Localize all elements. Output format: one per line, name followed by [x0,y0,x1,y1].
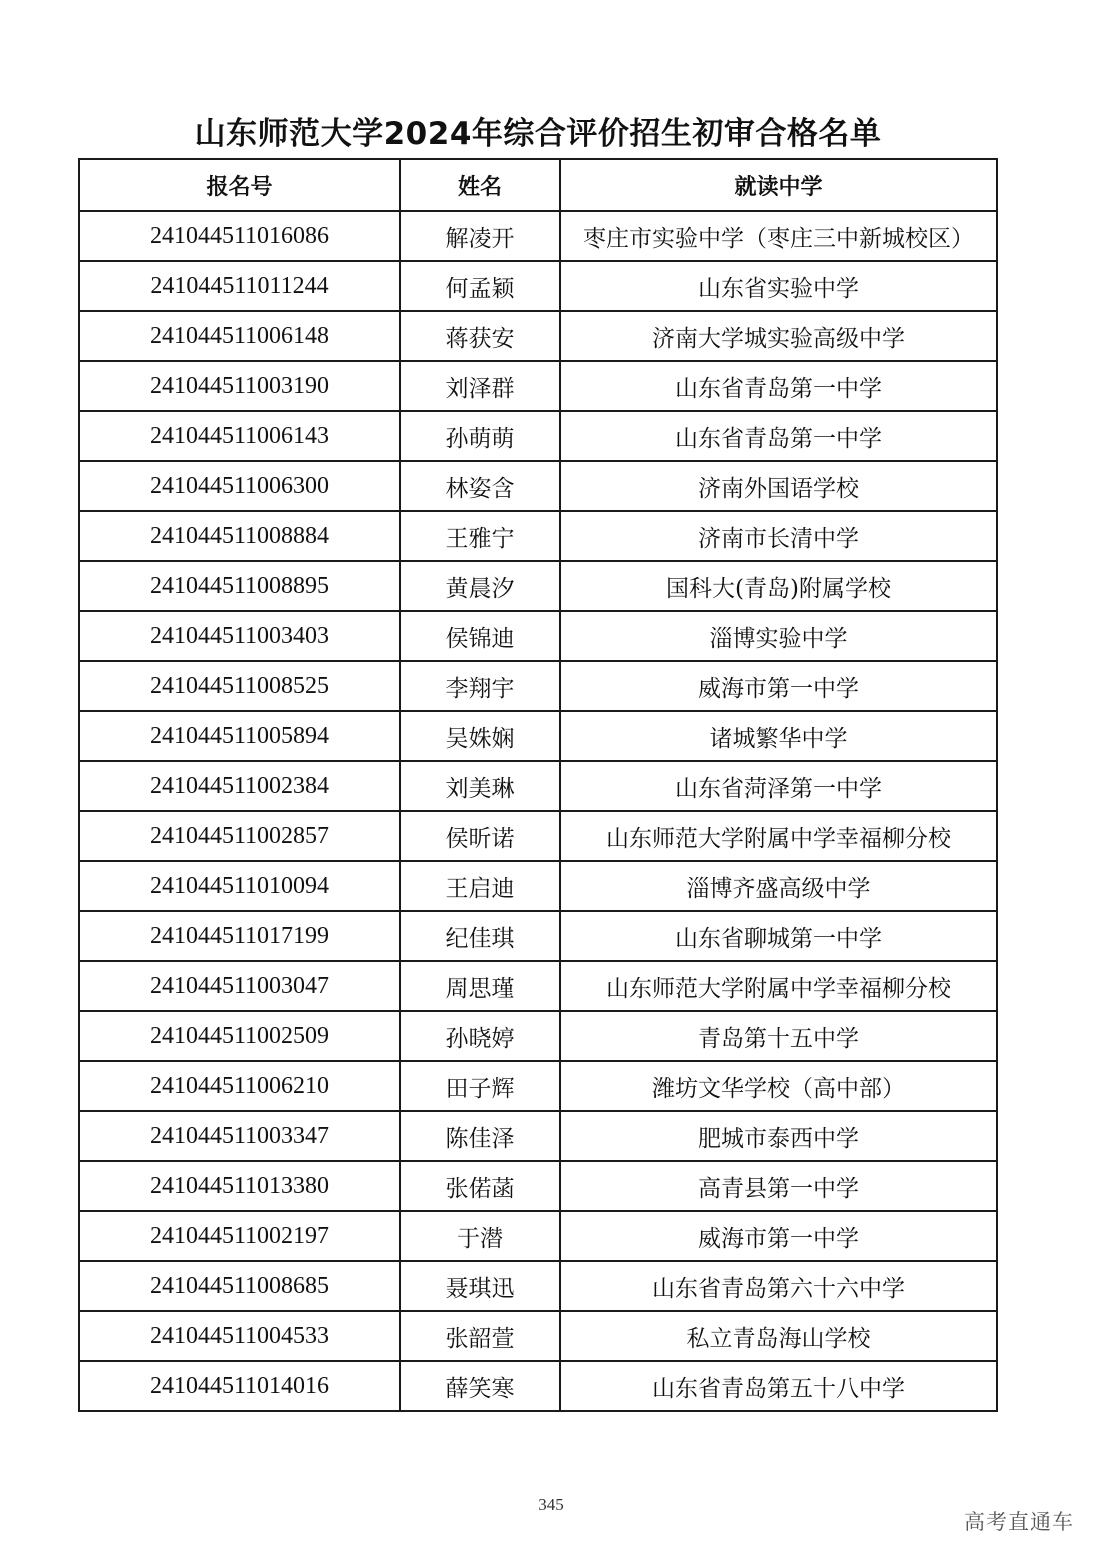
student-name-cell: 薛笑寒 [400,1361,560,1411]
table-row [79,411,997,461]
registration-number-cell: 241044511002857 [79,811,400,861]
student-name-cell: 王启迪 [400,861,560,911]
school-name-cell: 潍坊文华学校（高中部） [560,1061,997,1111]
header-registration-number: 报名号 [79,159,400,211]
school-name-cell: 山东师范大学附属中学幸福柳分校 [560,961,997,1011]
school-name-cell: 山东省青岛第一中学 [560,411,997,461]
table-row [79,661,997,711]
student-name-cell: 于潜 [400,1211,560,1261]
student-name-cell: 何孟颖 [400,261,560,311]
registration-number-cell: 241044511002509 [79,1011,400,1061]
school-name-cell: 山东省青岛第六十六中学 [560,1261,997,1311]
registration-number-cell: 241044511004533 [79,1311,400,1361]
student-name-cell: 周思瑾 [400,961,560,1011]
table-row [79,261,997,311]
registration-number-cell: 241044511016086 [79,211,400,261]
school-name-cell: 山东省实验中学 [560,261,997,311]
school-name-cell: 山东师范大学附属中学幸福柳分校 [560,811,997,861]
table-row [79,561,997,611]
student-name-cell: 孙萌萌 [400,411,560,461]
registration-number-cell: 241044511006210 [79,1061,400,1111]
school-name-cell: 山东省青岛第五十八中学 [560,1361,997,1411]
table-row [79,1261,997,1311]
table-row [79,611,997,661]
table-body [79,211,997,1411]
watermark-logo: 高考直通车 [964,1510,1074,1534]
table-row [79,1161,997,1211]
registration-number-cell: 241044511010094 [79,861,400,911]
student-name-cell: 蒋获安 [400,311,560,361]
student-name-cell: 聂琪迅 [400,1261,560,1311]
student-name-cell: 刘泽群 [400,361,560,411]
school-name-cell: 枣庄市实验中学（枣庄三中新城校区） [560,211,997,261]
registration-number-cell: 241044511014016 [79,1361,400,1411]
registration-number-cell: 241044511002197 [79,1211,400,1261]
student-name-cell: 田子辉 [400,1061,560,1111]
registration-number-cell: 241044511008685 [79,1261,400,1311]
registration-number-cell: 241044511006148 [79,311,400,361]
school-name-cell: 私立青岛海山学校 [560,1311,997,1361]
registration-number-cell: 241044511008525 [79,661,400,711]
table-row [79,761,997,811]
table-header-row [79,159,997,211]
student-name-cell: 王雅宁 [400,511,560,561]
registration-number-cell: 241044511003047 [79,961,400,1011]
registration-number-cell: 241044511003190 [79,361,400,411]
student-name-cell: 吴姝娴 [400,711,560,761]
table-row [79,861,997,911]
school-name-cell: 济南外国语学校 [560,461,997,511]
header-name: 姓名 [400,159,560,211]
student-name-cell: 孙晓婷 [400,1011,560,1061]
registration-number-cell: 241044511005894 [79,711,400,761]
table-row [79,361,997,411]
student-name-cell: 纪佳琪 [400,911,560,961]
school-name-cell: 肥城市泰西中学 [560,1111,997,1161]
school-name-cell: 山东省青岛第一中学 [560,361,997,411]
registration-number-cell: 241044511008884 [79,511,400,561]
table-row [79,1311,997,1361]
document-title: 山东师范大学2024年综合评价招生初审合格名单 [194,116,882,152]
student-name-cell: 张偌菡 [400,1161,560,1211]
table-row [79,311,997,361]
school-name-cell: 山东省菏泽第一中学 [560,761,997,811]
school-name-cell: 淄博实验中学 [560,611,997,661]
school-name-cell: 淄博齐盛高级中学 [560,861,997,911]
student-name-cell: 刘美琳 [400,761,560,811]
student-name-cell: 黄晨汐 [400,561,560,611]
table-row [79,511,997,561]
registration-number-cell: 241044511008895 [79,561,400,611]
school-name-cell: 济南市长清中学 [560,511,997,561]
registration-number-cell: 241044511003403 [79,611,400,661]
school-name-cell: 济南大学城实验高级中学 [560,311,997,361]
registration-number-cell: 241044511002384 [79,761,400,811]
registration-number-cell: 241044511003347 [79,1111,400,1161]
registration-number-cell: 241044511013380 [79,1161,400,1211]
page-number: 345 [538,1495,564,1514]
school-name-cell: 国科大(青岛)附属学校 [560,561,997,611]
table-row [79,911,997,961]
registration-number-cell: 241044511017199 [79,911,400,961]
student-name-cell: 李翔宇 [400,661,560,711]
school-name-cell: 山东省聊城第一中学 [560,911,997,961]
student-name-cell: 张韶萱 [400,1311,560,1361]
table-row [79,1011,997,1061]
school-name-cell: 威海市第一中学 [560,1211,997,1261]
table-row [79,1361,997,1411]
student-name-cell: 陈佳泽 [400,1111,560,1161]
school-name-cell: 威海市第一中学 [560,661,997,711]
registration-number-cell: 241044511006143 [79,411,400,461]
table-row [79,461,997,511]
table-row [79,1211,997,1261]
table-row [79,811,997,861]
table-row [79,1061,997,1111]
school-name-cell: 诸城繁华中学 [560,711,997,761]
table-row [79,211,997,261]
registration-number-cell: 241044511006300 [79,461,400,511]
school-name-cell: 青岛第十五中学 [560,1011,997,1061]
table-row [79,961,997,1011]
table-row [79,1111,997,1161]
student-name-cell: 解凌开 [400,211,560,261]
student-name-cell: 侯昕诺 [400,811,560,861]
registration-number-cell: 241044511011244 [79,261,400,311]
table-row [79,711,997,761]
student-name-cell: 侯锦迪 [400,611,560,661]
header-school: 就读中学 [560,159,997,211]
student-name-cell: 林姿含 [400,461,560,511]
school-name-cell: 高青县第一中学 [560,1161,997,1211]
admission-list-table [78,158,998,1412]
